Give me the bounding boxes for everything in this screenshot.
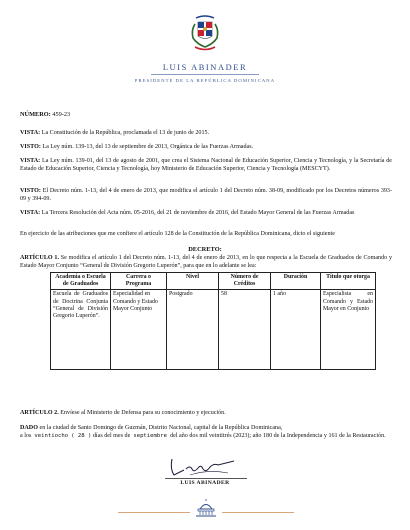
table-header: Nivel — [167, 273, 219, 290]
table-header: Duración — [271, 273, 321, 290]
vista-paragraph — [20, 187, 392, 204]
table-header-row — [51, 273, 376, 290]
footer-rule-left — [118, 512, 190, 513]
articulo-2 — [20, 409, 392, 417]
dado-day-words: veintiocho — [34, 433, 69, 439]
dado-label: DADO — [20, 425, 38, 431]
articulo-2-text: Envíese al Ministerio de Defensa para su conocimiento y ejecución. — [60, 410, 226, 416]
footer-rule-right — [222, 512, 294, 513]
articulo-1 — [20, 254, 392, 271]
decree-number-value: 459-23 — [52, 111, 71, 118]
header-name: LUIS ABINADER — [162, 63, 248, 72]
table-cell: 1 año — [271, 290, 321, 370]
signature-name: LUIS ABINADER — [180, 480, 230, 486]
header-subtitle: PRESIDENTE DE LA REPÚBLICA DOMINICANA — [134, 78, 276, 83]
header-divider — [151, 74, 259, 75]
vista-label: VISTO: — [20, 144, 41, 150]
table-row — [51, 290, 376, 370]
table-cell: Especialista en Comando y Estado Mayor en Conjunto — [321, 290, 376, 370]
dado-year-text: del año dos mil veintitrés (2023); año 180 de la Independencia y 161 de la Restauración. — [170, 433, 386, 439]
dado-line-2 — [20, 432, 392, 440]
table-header: Academia o Escuela de Graduados — [51, 273, 111, 290]
vista-label: VISTA: — [20, 130, 41, 136]
dado-month: septiembre — [133, 433, 168, 439]
vista-paragraph — [20, 157, 392, 174]
signature-mark — [168, 455, 236, 479]
vista-label: VISTO: — [20, 188, 41, 194]
articulo-2-label: ARTÍCULO 2. — [20, 410, 59, 416]
table-header: Número de Créditos — [219, 273, 271, 290]
vista-label: VISTA: — [20, 210, 41, 216]
decree-number-label: NÚMERO: — [20, 111, 51, 118]
programs-table — [50, 272, 376, 370]
dado-a-los: a los — [20, 433, 32, 439]
vista-text: La Ley núm. 139-01, del 13 de agosto de 2001, que crea el Sistema Nacional de Educación Superior, Ciencia y Tecnología, y la Secretaría de Estado de Educación Superior, Ciencia y Tecnología, hoy Ministerio de Educación Superior, Ciencia y Tecnología (MESCYT). — [20, 158, 392, 173]
palace-dome-icon — [194, 499, 218, 517]
table-cell: Escuela de Graduados de Doctrina Conjunta “General de División Gregorio Luperón”. — [51, 290, 111, 370]
decree-number — [20, 111, 392, 119]
articulo-1-label: ARTÍCULO 1. — [20, 255, 59, 261]
coat-of-arms-icon — [189, 14, 221, 52]
signature-line — [165, 478, 247, 479]
vista-text: La Constitución de la República, proclamada el 13 de junio de 2015. — [41, 130, 210, 136]
vista-paragraph — [20, 129, 392, 137]
decreto-title: DECRETO: — [188, 246, 222, 253]
table-header: Carrera o Programa — [111, 273, 167, 290]
vista-text: La Tercera Resolución del Acta núm. 05-2016, del 21 de noviembre de 2016, del Estado Mayor General de las Fuerzas Armadas — [41, 210, 355, 216]
dado-dias-del-mes: días del mes de — [92, 433, 131, 439]
table-header: Título que otorga — [321, 273, 376, 290]
vista-paragraph — [20, 143, 392, 151]
table-cell: 58 — [219, 290, 271, 370]
dado-day-number: ( 28 ) — [71, 433, 92, 439]
table-cell: Especialidad en Comando y Estado Mayor Conjunto — [111, 290, 167, 370]
preamble: En ejercicio de las atribuciones que me confiere el artículo 128 de la Constitución de la República Dominicana, dicto el siguiente — [20, 231, 335, 237]
vista-text: La Ley núm. 139-13, del 13 de septiembre de 2013, Orgánica de las Fuerzas Armadas. — [42, 144, 254, 150]
dado-text: en la ciudad de Santo Domingo de Guzmán, Distrito Nacional, capital de la República Dominicana, — [39, 425, 283, 431]
table-cell: Postgrado — [167, 290, 219, 370]
articulo-1-text: Se modifica el artículo 1 del Decreto núm. 1-13, del 4 de enero de 2013, en lo que respecta a la Escuela de Graduados de Comando y Estado Mayor Conjunto “General de División Gregorio Luperón”, para que en lo adelante se lea: — [20, 255, 392, 270]
vista-paragraph — [20, 209, 392, 217]
vista-label: VISTA: — [20, 158, 41, 164]
vista-text: El Decreto núm. 1-13, del 4 de enero de 2013, que modifica el artículo 1 del Decreto núm. 38-09, modificado por los Decretos números 393-09 y 394-09. — [20, 188, 392, 203]
